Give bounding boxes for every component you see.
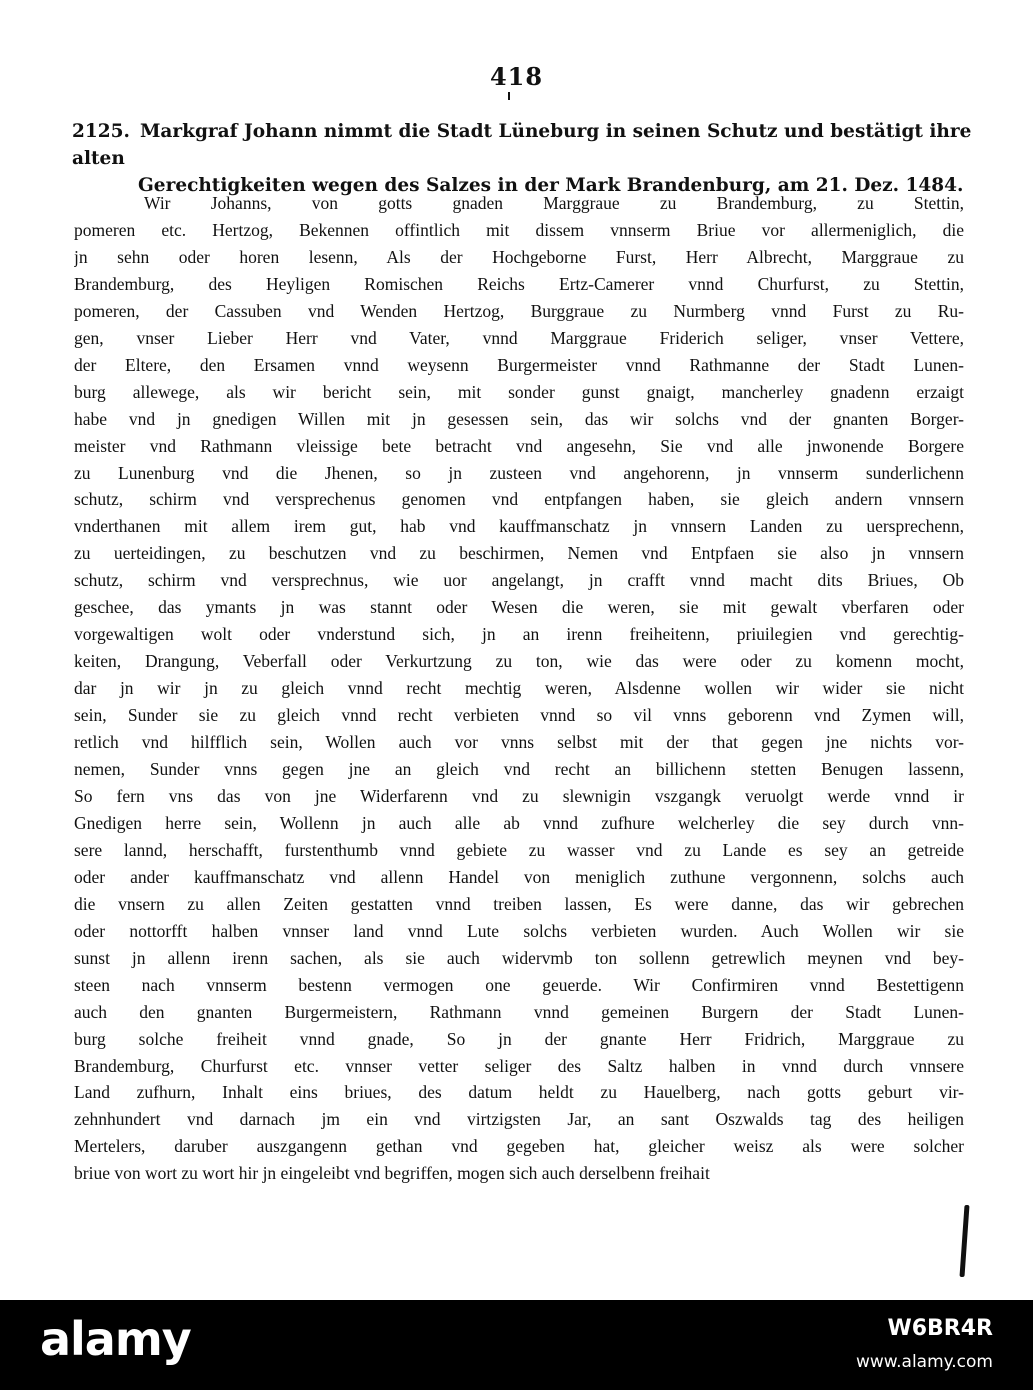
text-line: habe vnd jn gnedigen Willen mit jn gesessen sein, das wir solchs vnd der gnanten Borger- bbox=[74, 408, 964, 429]
text-line: retlich vnd hilfflich sein, Wollen auch vor vnns selbst mit der that gegen jne nichts vor- bbox=[74, 732, 964, 753]
text-line: zu Lunenburg vnd die Jhenen, so jn zusteen vnd angehorenn, jn vnnserm sunderlichenn bbox=[74, 462, 964, 483]
brand-logo: alamy bbox=[40, 1312, 191, 1366]
text-line: schutz, schirm vnd versprechenus genomen vnd entpfangen haben, sie gleich andern vnnsern bbox=[74, 489, 964, 510]
text-line: der Eltere, den Ersamen vnnd weysenn Burgermeister vnnd Rathmanne der Stadt Lunen- bbox=[74, 354, 964, 375]
text-line: Mertelers, daruber auszgangenn gethan vnd gegeben hat, gleicher weisz als were solcher bbox=[74, 1136, 964, 1157]
text-line: Gnedigen herre sein, Wollenn jn auch alle ab vnnd zufhure welcherley die sey durch vnn- bbox=[74, 812, 964, 833]
text-line: pomeren etc. Hertzog, Bekennen offintlich mit dissem vnnserm Briue vor allermeniglich, die bbox=[74, 219, 964, 240]
text-line: dar jn wir jn zu gleich vnnd recht mechtig weren, Alsdenne wollen wir wider sie nicht bbox=[74, 678, 964, 699]
heading-line-1: Markgraf Johann nimmt die Stadt Lüneburg in seinen Schutz und bestätigt ihre alten bbox=[72, 121, 972, 169]
text-line: Land zufhurn, Inhalt eins briues, des datum heldt zu Hauelberg, nach gotts geburt vir- bbox=[74, 1082, 964, 1103]
heading-number: 2125. bbox=[72, 121, 130, 142]
body-text bbox=[74, 190, 964, 1187]
text-line: keiten, Drangung, Veberfall oder Verkurtzung zu ton, wie das were oder zu komenn mocht, bbox=[74, 651, 964, 672]
text-line: schutz, schirm vnd versprechnus, wie uor angelangt, jn crafft vnnd macht dits Briues, Ob bbox=[74, 570, 964, 591]
text-line: vorgewaltigen wolt oder vnderstund sich, jn an irenn freiheitenn, priuilegien vnd gerechtig- bbox=[74, 624, 964, 645]
text-line: nemen, Sunder vnns gegen jne an gleich vnd recht an billichenn stetten Benugen lassenn, bbox=[74, 759, 964, 780]
site-url: www.alamy.com bbox=[855, 1352, 993, 1372]
text-line: auch den gnanten Burgermeistern, Rathmann vnnd gemeinen Burgern der Stadt Lunen- bbox=[74, 1001, 964, 1022]
text-line: gen, vnser Lieber Herr vnd Vater, vnnd Marggraue Friderich seliger, vnser Vettere, bbox=[74, 327, 964, 348]
page-number: 418 bbox=[489, 62, 544, 91]
text-line: vnderthanen mit allem irem gut, hab vnd kauffmanschatz jn vnnsern Landen zu uersprechenn, bbox=[74, 516, 964, 537]
text-line: zu uerteidingen, zu beschutzen vnd zu beschirmen, Nemen vnd Entpfaen sie also jn vnnsern bbox=[74, 543, 964, 564]
document-heading bbox=[72, 118, 972, 199]
text-line: burg solche freiheit vnnd gnade, So jn der gnante Herr Fridrich, Marggraue zu bbox=[74, 1028, 964, 1049]
heading-line-2: Gerechtigkeiten wegen des Salzes in der Mark Brandenburg, am 21. Dez. 1484. bbox=[138, 175, 964, 196]
text-line: So fern vns das von jne Widerfarenn vnd zu slewnigin vszgangk veruolgt werde vnnd ir bbox=[74, 785, 964, 806]
watermark-footer bbox=[0, 1300, 1033, 1390]
text-line: oder nottorfft halben vnnser land vnnd Lute solchs verbieten wurden. Auch Wollen wir sie bbox=[74, 920, 964, 941]
text-line: sunst jn allenn irenn sachen, als sie auch widervmb ton sollenn getrewlich meynen vnd bey- bbox=[74, 947, 964, 968]
text-line: meister vnd Rathmann vleissige bete betracht vnd angesehn, Sie vnd alle jnwonende Borgere bbox=[74, 435, 964, 456]
text-line: briue von wort zu wort hir jn eingeleibt vnd begriffen, mogen sich auch derselbenn freihait bbox=[74, 1163, 710, 1184]
text-line: Brandemburg, Churfurst etc. vnnser vetter seliger des Saltz halben in vnnd durch vnnsere bbox=[74, 1055, 964, 1076]
text-line: geschee, das ymants jn was stannt oder Wesen die weren, sie mit gewalt vberfaren oder bbox=[74, 597, 964, 618]
text-line: oder ander kauffmanschatz vnd allenn Handel von meniglich zuthune vergonnenn, solchs auch bbox=[74, 866, 964, 887]
text-line: burg allewege, als wir bericht sein, mit sonder gunst gnaigt, mancherley gnadenn erzaigt bbox=[74, 381, 964, 402]
text-line: Brandemburg, des Heyligen Romischen Reichs Ertz-Camerer vnnd Churfurst, zu Stettin, bbox=[74, 273, 964, 294]
text-line: die vnsern zu allen Zeiten gestatten vnnd treiben lassen, Es were danne, das wir gebrechen bbox=[74, 893, 964, 914]
text-line: sere lannd, herschafft, furstenthumb vnnd gebiete zu wasser vnd zu Lande es sey an getreide bbox=[74, 839, 964, 860]
ink-mark bbox=[508, 92, 510, 100]
text-line: pomeren, der Cassuben vnd Wenden Hertzog, Burggraue zu Nurmberg vnnd Furst zu Ru- bbox=[74, 300, 964, 321]
text-line: zehnhundert vnd darnach jm ein vnd virtzigsten Jar, an sant Oszwalds tag des heiligen bbox=[74, 1109, 964, 1130]
text-line: jn sehn oder horen lesenn, Als der Hochgeborne Furst, Herr Albrecht, Marggraue zu bbox=[74, 246, 964, 267]
image-id: W6BR4R bbox=[887, 1316, 993, 1341]
text-line: Wir Johanns, von gotts gnaden Marggraue zu Brandemburg, zu Stettin, bbox=[144, 193, 964, 213]
text-line: steen nach vnnserm bestenn vermogen one geuerde. Wir Confirmiren vnnd Bestettigenn bbox=[74, 974, 964, 995]
margin-mark bbox=[959, 1205, 969, 1277]
text-line: sein, Sunder sie zu gleich vnnd recht verbieten vnnd so vil vnns geborenn vnd Zymen will, bbox=[74, 705, 964, 726]
